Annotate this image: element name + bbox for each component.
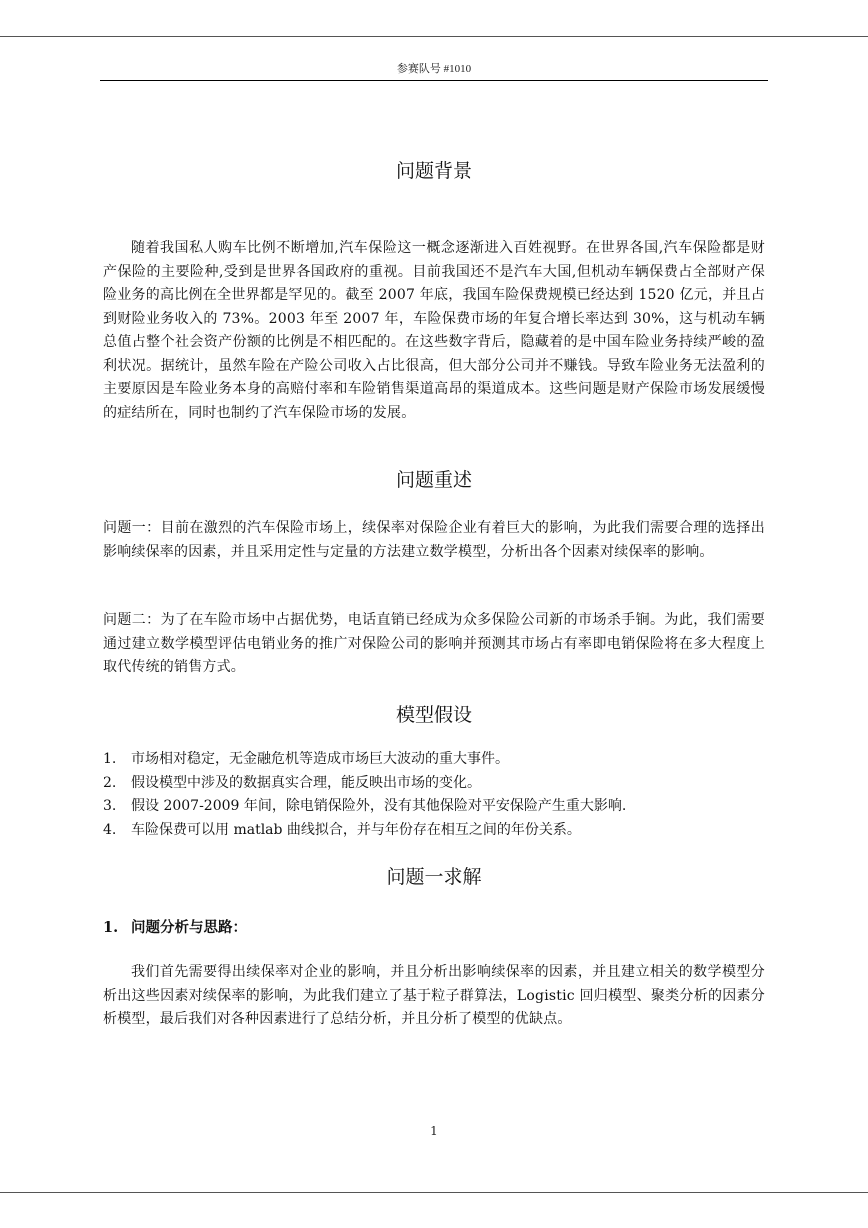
assumptions-list	[103, 748, 765, 842]
list-item-text: 市场相对稳定，无金融危机等造成市场巨大波动的重大事件。	[131, 751, 509, 767]
section-title-solution-one: 问题一求解	[386, 866, 482, 888]
background-paragraph: 随着我国私人购车比例不断增加,汽车保险这一概念逐渐进入百姓视野。在世界各国,汽车保险都是财产保险的主要险种,受到是世界各国政府的重视。目前我国还不是汽车大国,但机动车辆保费占全部财产保险业务的高比例在全世界都是罕见的。截至 2007 年底，我国车险保费规模已经达到 1520 亿元，并且占到财险业务收入的 73%。2003 年至 2007 年，车险保费市场的年复合增长率达到 30%，这与机动车辆总值占整个社会资产份额的比例是不相匹配的。在这些数字背后，隐藏着的是中国车险业务持续严峻的盈利状况。据统计，虽然车险在产险公司收入占比很高，但大部分公司并不赚钱。导致车险业务无法盈利的主要原因是车险业务本身的高赔付率和车险销售渠道高昂的渠道成本。这些问题是财产保险市场发展缓慢的症结所在，同时也制约了汽车保险市场的发展。	[103, 240, 765, 421]
running-header: 参赛队号 #1010	[396, 63, 472, 75]
list-item	[103, 772, 765, 796]
list-item	[103, 819, 765, 843]
list-item	[103, 748, 765, 772]
list-item	[103, 795, 765, 819]
page-bottom-border	[0, 1192, 868, 1193]
subsection-number: 1.	[103, 919, 119, 936]
list-item-number: 4.	[103, 821, 117, 838]
list-item-text: 假设 2007-2009 年间，除电销保险外，没有其他保险对平安保险产生重大影响.	[131, 798, 627, 814]
page-number: 1	[430, 1124, 438, 1138]
list-item-number: 1.	[103, 751, 117, 767]
subsection-heading	[103, 916, 765, 940]
solution-one-paragraph: 我们首先需要得出续保率对企业的影响，并且分析出影响续保率的因素，并且建立相关的数学模型分析出这些因素对续保率的影响，为此我们建立了基于粒子群算法，Logistic 回归模型、聚类分析的因素分析模型，最后我们对各种因素进行了总结分析，并且分析了模型的优缺点。	[103, 964, 765, 1027]
list-item-number: 2.	[103, 774, 117, 791]
problem-two-paragraph: 问题二：为了在车险市场中占据优势，电话直销已经成为众多保险公司新的市场杀手锏。为此，我们需要通过建立数学模型评估电销业务的推广对保险公司的影响并预测其市场占有率即电销保险将在多大程度上取代传统的销售方式。	[103, 612, 765, 675]
section-title-assumptions: 模型假设	[395, 704, 472, 726]
section-title-restatement: 问题重述	[395, 469, 472, 491]
section-title-background: 问题背景	[395, 160, 472, 182]
list-item-text: 车险保费可以用 matlab 曲线拟合，并与年份存在相互之间的年份关系。	[131, 821, 581, 838]
problem-one-paragraph: 问题一：目前在激烈的汽车保险市场上，续保率对保险企业有着巨大的影响，为此我们需要合理的选择出影响续保率的因素，并且采用定性与定量的方法建立数学模型，分析出各个因素对续保率的影响。	[103, 520, 765, 560]
list-item-number: 3.	[103, 798, 117, 814]
list-item-text: 假设模型中涉及的数据真实合理，能反映出市场的变化。	[131, 774, 481, 791]
subsection-title: 问题分析与思路：	[131, 919, 247, 936]
page-top-border	[0, 36, 868, 37]
header-rule	[100, 80, 768, 81]
